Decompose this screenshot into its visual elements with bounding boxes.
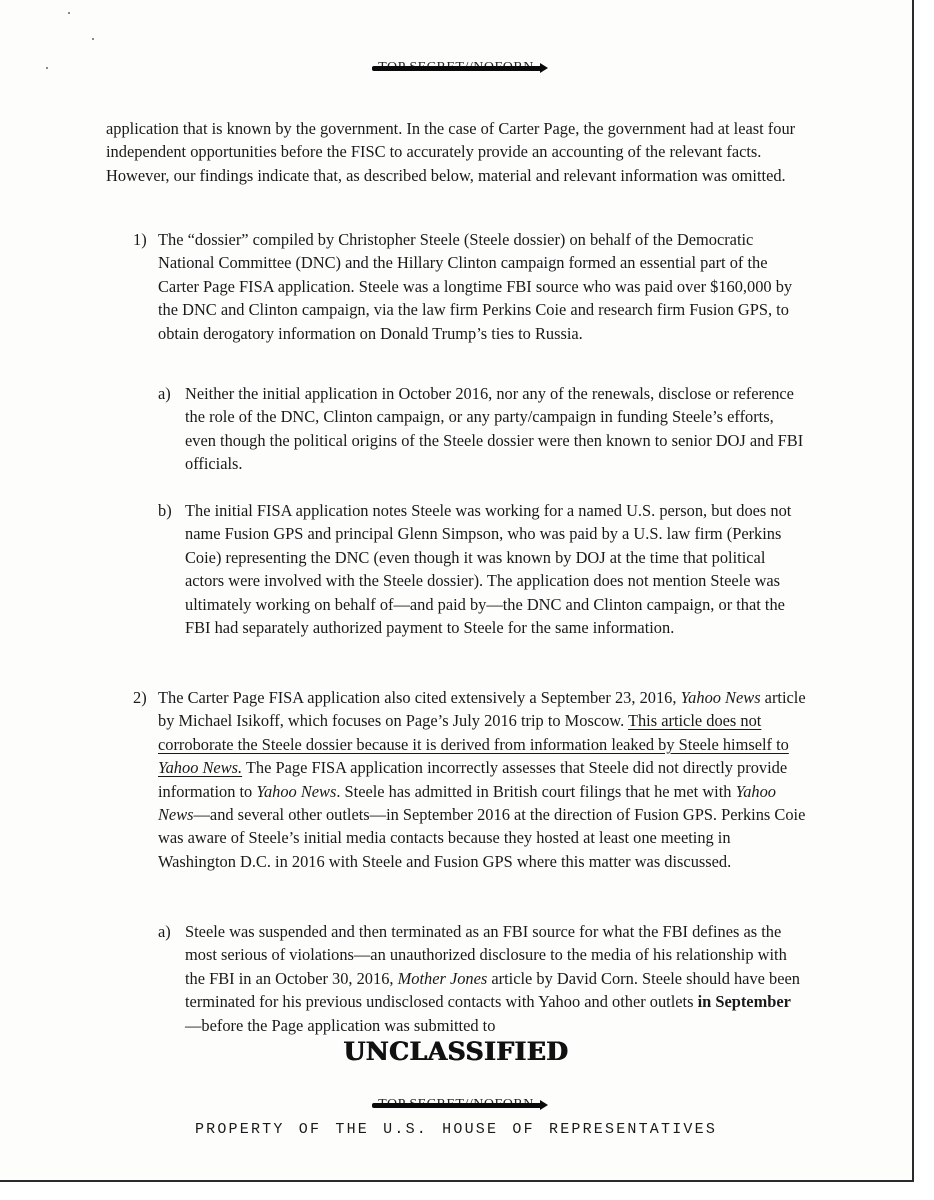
scan-speck [68,12,70,14]
intro-paragraph: application that is known by the government. In the case of Carter Page, the government had at least four independent opportunities before the FISC to accurately provide an accounting of the relevant facts. However, our findings indicate that, as described below, material and relevant information was omitted. [106,119,796,185]
redaction-strike [372,1103,542,1108]
redaction-strike [372,66,542,71]
underlined-finding: This article does not corroborate the Steele dossier because it is derived from information leaked by Steele himself to Yahoo News. [158,711,789,778]
subitem-1b-text: The initial FISA application notes Steele was working for a named U.S. person, but does not name Fusion GPS and principal Glenn Simpson, who was paid by a U.S. law firm (Perkins Coie) representing the DNC (even though it was known by DOJ at the time that political actors were involved with the Steele dossier). The application does not mention Steele was ultimately working on behalf of—and paid by—the DNC and Clinton campaign, or that the FBI had separately authorized payment to Steele for the same information. [185,501,792,638]
property-line: PROPERTY OF THE U.S. HOUSE OF REPRESENTATIVES [194,1121,718,1138]
subitem-1a-text: Neither the initial application in October 2016, nor any of the renewals, disclose or reference the role of the DNC, Clinton campaign, or any party/campaign in funding Steele’s efforts, even though the political origins of the Steele dossier were then known to senior DOJ and FBI officials. [185,384,804,474]
header-classification-marking [0,60,912,76]
subitem-2a-text: Steele was suspended and then terminated as an FBI source for what the FBI defines as the most serious of violations—an unauthorized disclosure to the media of his relationship with the FBI in an October 30, 2016, Mother Jones article by David Corn. Steele should have been terminated for his previous undisclosed contacts with Yahoo and other outlets in September—before the Page application was submitted to [185,922,800,1035]
scan-speck [92,38,94,40]
item-1-text: The “dossier” compiled by Christopher Steele (Steele dossier) on behalf of the Democratic National Committee (DNC) and the Hillary Clinton campaign formed an essential part of the Carter Page FISA application. Steele was a longtime FBI source who was paid over $160,000 by the DNC and Clinton campaign, via the law firm Perkins Coie and research firm Fusion GPS, to obtain derogatory information on Donald Trump’s ties to Russia. [158,230,793,343]
item-2-text: The Carter Page FISA application also cited extensively a September 23, 2016, Yahoo News article by Michael Isikoff, which focuses on Page’s July 2016 trip to Moscow. This article does not corroborate the Steele dossier because it is derived from information leaked by Steele himself to Yahoo News. The Page FISA application incorrectly assesses that Steele did not directly provide information to Yahoo News. Steele has admitted in British court filings that he met with Yahoo News—and several other outlets—in September 2016 at the direction of Fusion GPS. Perkins Coie was aware of Steele’s initial media contacts because they hosted at least one meeting in Washington D.C. in 2016 with Steele and Fusion GPS where this matter was discussed. [158,688,806,871]
item-number: 2) [133,688,147,707]
subitem-letter: a) [158,384,171,403]
subitem-letter: b) [158,501,172,520]
item-number: 1) [133,230,147,249]
footer-classification-marking [0,1097,912,1113]
subitem-letter: a) [158,922,171,941]
unclassified-stamp: UNCLASSIFIED [343,1037,569,1066]
